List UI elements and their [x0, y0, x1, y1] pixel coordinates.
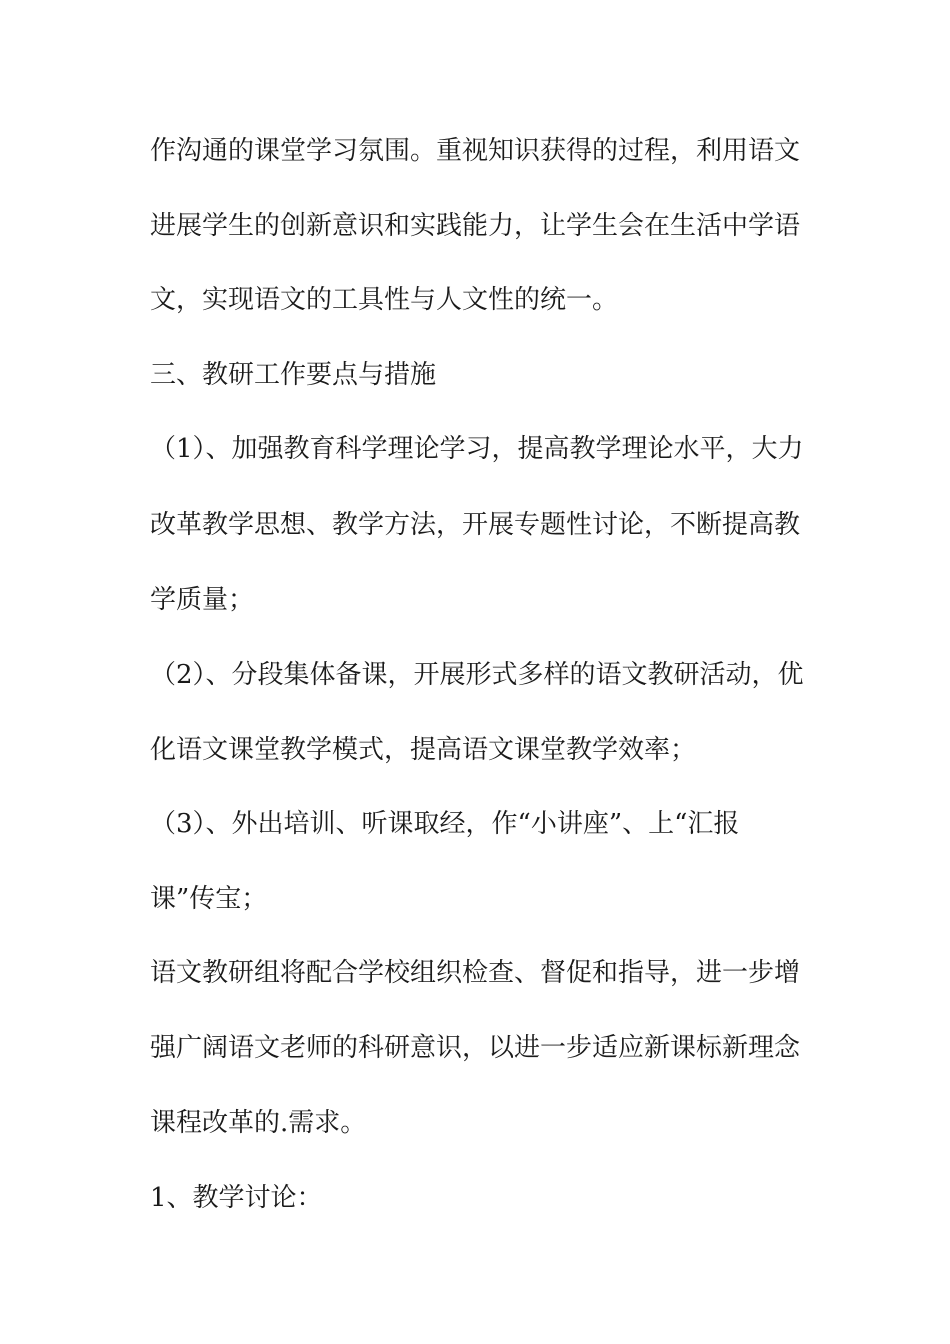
paragraph-line-1: 作沟通的课堂学习氛围。重视知识获得的过程，利用语文 [150, 136, 801, 166]
summary-line-3: 课程改革的.需求。 [150, 1108, 367, 1138]
section-heading: 三、教研工作要点与措施 [150, 360, 437, 390]
paragraph-line-2: 进展学生的创新意识和实践能力，让学生会在生活中学语 [150, 211, 801, 241]
measure-1-line-1: （1）、加强教育科学理论学习，提高教学理论水平，大力 [150, 434, 804, 464]
summary-line-2: 强广阔语文老师的科研意识，以进一步适应新课标新理念 [150, 1033, 801, 1063]
measure-3-line-2: 课”传宝； [150, 884, 268, 914]
measure-1-line-2: 改革教学思想、教学方法，开展专题性讨论，不断提高教 [150, 510, 801, 540]
measure-2-line-2: 化语文课堂教学模式，提高语文课堂教学效率； [150, 735, 697, 765]
measure-3-line-1: （3）、外出培训、听课取经，作“小讲座”、上“汇报 [150, 809, 740, 839]
summary-line-1: 语文教研组将配合学校组织检查、督促和指导，进一步增 [150, 958, 801, 988]
subsection-heading: 1、教学讨论： [150, 1183, 323, 1213]
measure-1-line-3: 学质量； [150, 585, 255, 615]
paragraph-line-3: 文，实现语文的工具性与人文性的统一。 [150, 285, 619, 315]
measure-2-line-1: （2）、分段集体备课，开展形式多样的语文教研活动，优 [150, 660, 804, 690]
